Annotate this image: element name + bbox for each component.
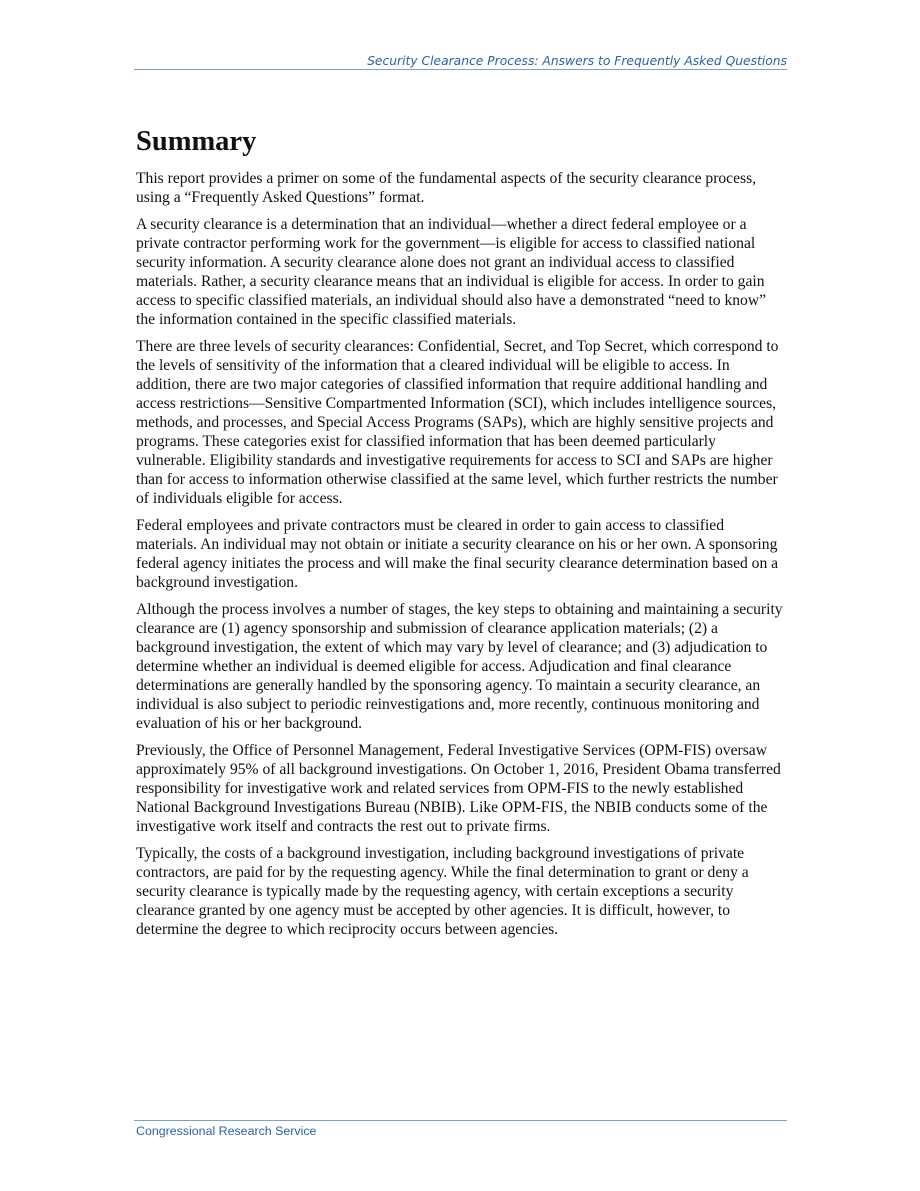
paragraph: Federal employees and private contractors must be cleared in order to gain access to classified materials. An individual may not obtain or initiate a security clearance on his or her own. A sponsoring federal agency initiates the process and will make the final security clearance determination based on a background investigation.: [136, 517, 779, 591]
main-content: [136, 124, 788, 947]
header-divider: [134, 69, 787, 70]
paragraph: There are three levels of security clearances: Confidential, Secret, and Top Secret, which correspond to the levels of sensitivity of the information that a cleared individual will be eligible to access. In addition, there are two major categories of classified information that require additional handling and access restrictions—Sensitive Compartmented Information (SCI), which includes intelligence sources, methods, and processes, and Special Access Programs (SAPs), which are highly sensitive projects and programs. These categories exist for classified information that has been deemed particularly vulnerable. Eligibility standards and investigative requirements for access to SCI and SAPs are higher than for access to information otherwise classified at the same level, which further restricts the number of individuals eligible for access.: [136, 338, 779, 507]
paragraph: Although the process involves a number of stages, the key steps to obtaining and maintaining a security clearance are (1) agency sponsorship and submission of clearance application materials; (2) a background investigation, the extent of which may vary by level of clearance; and (3) adjudication to determine whether an individual is deemed eligible for access. Adjudication and final clearance determinations are generally handled by the sponsoring agency. To maintain a security clearance, an individual is also subject to periodic reinvestigations and, more recently, continuous monitoring and evaluation of his or her background.: [136, 601, 783, 732]
paragraph: Typically, the costs of a background investigation, including background investigations of private contractors, are paid for by the requesting agency. While the final determination to grant or deny a security clearance is typically made by the requesting agency, with certain exceptions a security clearance granted by one agency must be accepted by other agencies. It is difficult, however, to determine the degree to which reciprocity occurs between agencies.: [136, 845, 749, 938]
paragraph: Previously, the Office of Personnel Management, Federal Investigative Services (OPM-FIS) oversaw approximately 95% of all background investigations. On October 1, 2016, President Obama transferred responsibility for investigative work and related services from OPM-FIS to the newly established National Background Investigations Bureau (NBIB). Like OPM-FIS, the NBIB conducts some of the investigative work itself and contracts the rest out to private firms.: [136, 742, 781, 835]
paragraph: A security clearance is a determination that an individual—whether a direct federal employee or a private contractor performing work for the government—is eligible for access to classified national security information. A security clearance alone does not grant an individual access to classified materials. Rather, a security clearance means that an individual is eligible for access. In order to gain access to specific classified materials, an individual should also have a demonstrated “need to know” the information contained in the specific classified materials.: [136, 216, 767, 328]
paragraph: This report provides a primer on some of the fundamental aspects of the security clearance process, using a “Frequently Asked Questions” format.: [136, 170, 757, 206]
running-header: Security Clearance Process: Answers to Frequently Asked Questions: [367, 54, 787, 68]
page-title: Summary: [136, 126, 257, 157]
footer-divider: [134, 1120, 787, 1121]
footer-organization: Congressional Research Service: [136, 1124, 317, 1138]
